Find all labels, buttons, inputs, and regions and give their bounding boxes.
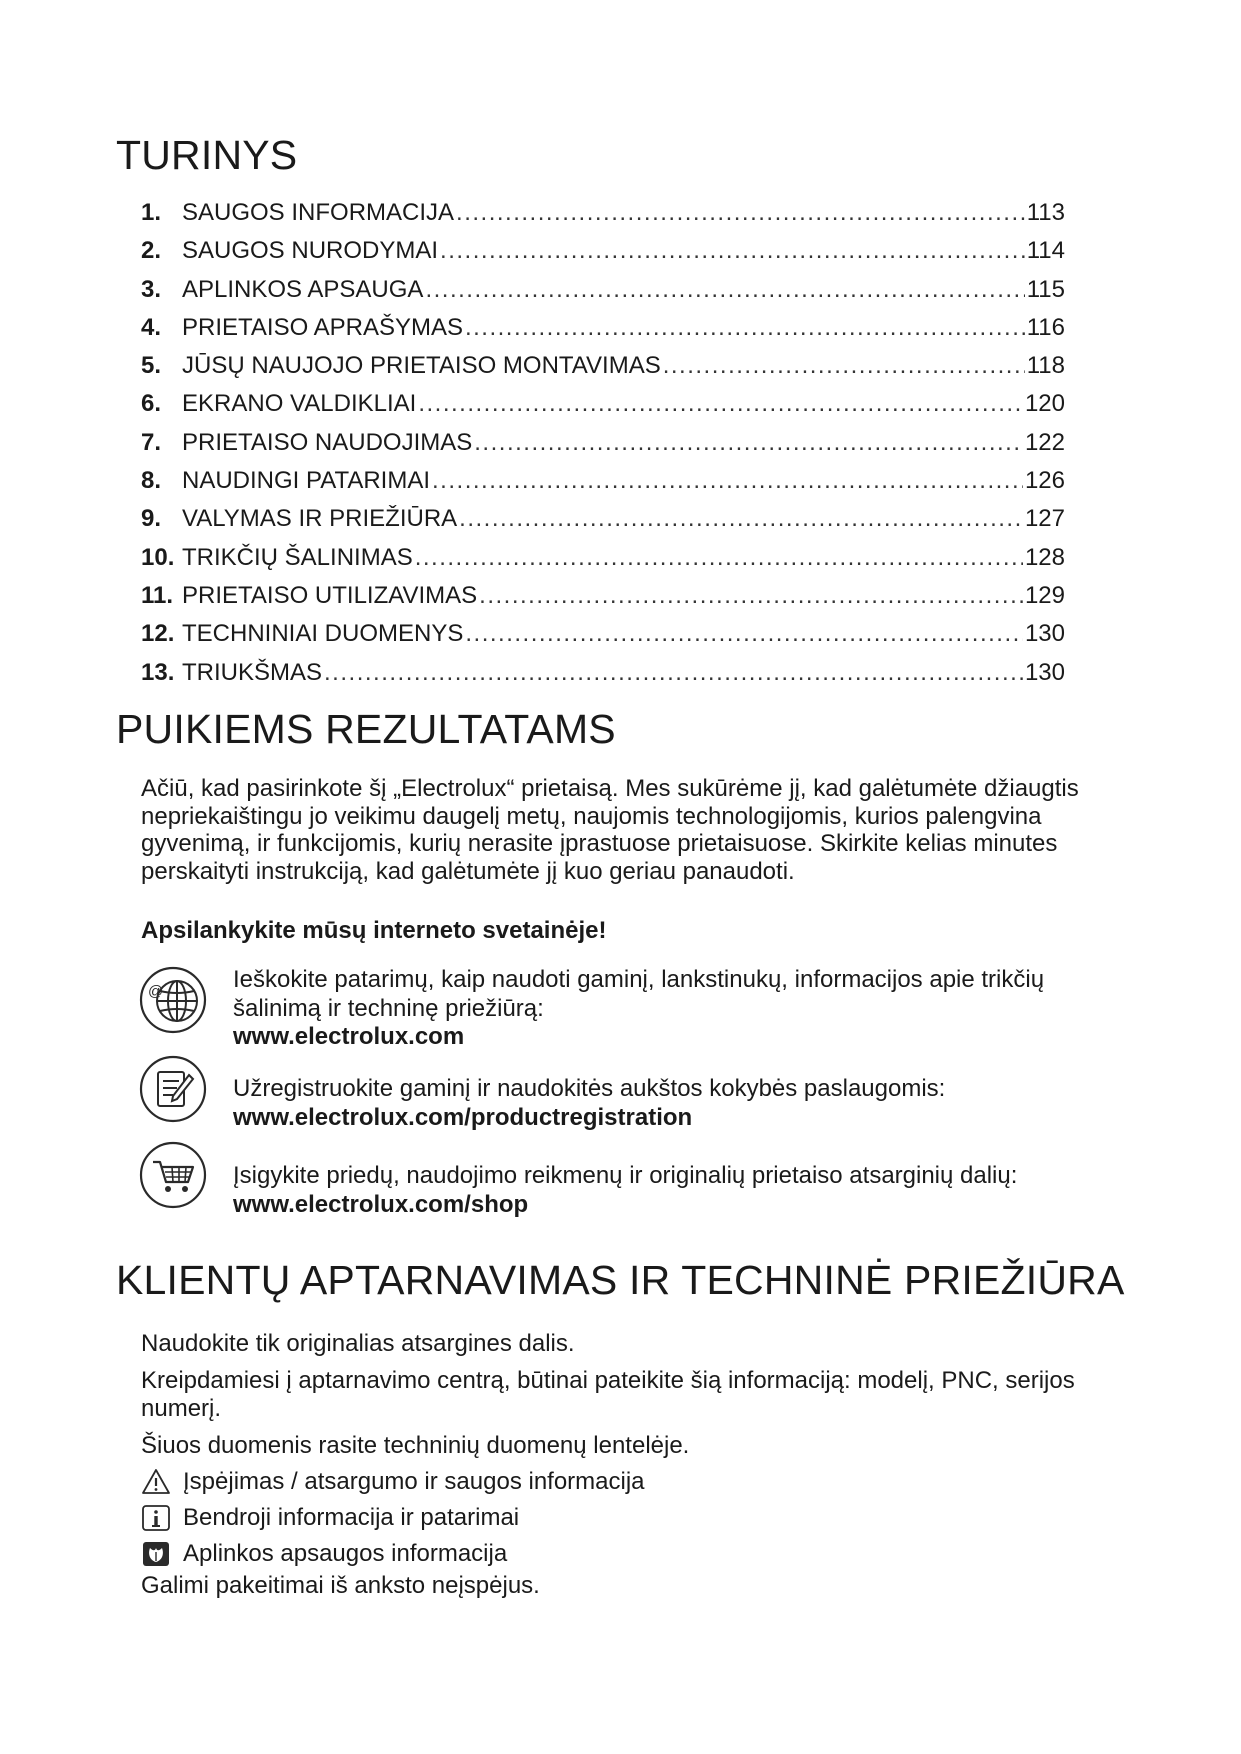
toc-leader-dots	[663, 351, 1025, 381]
results-title: PUIKIEMS REZULTATAMS	[116, 706, 616, 752]
toc-page-number: 126	[1024, 467, 1065, 495]
toc-label: PRIETAISO UTILIZAVIMAS	[182, 581, 478, 609]
toc-leader-dots	[440, 236, 1025, 266]
shop-link[interactable]: www.electrolux.com/shop	[233, 1190, 529, 1218]
toc-leader-dots	[415, 543, 1023, 573]
shopping-cart-icon	[139, 1141, 207, 1209]
toc-leader-dots	[465, 313, 1025, 343]
resource-description: Užregistruokite gaminį ir naudokitės aukštos kokybės paslaugomis:	[233, 1075, 946, 1102]
toc-number: 3.	[141, 275, 162, 303]
resource-text	[233, 966, 1133, 1052]
service-paragraph: Naudokite tik originalias atsargines dalis.	[141, 1330, 575, 1357]
symbol-row-environment	[141, 1536, 1131, 1572]
toc-row[interactable]	[141, 543, 1065, 581]
toc-label: PRIETAISO NAUDOJIMAS	[182, 428, 473, 456]
toc-label: EKRANO VALDIKLIAI	[182, 390, 417, 418]
symbol-label: Įspėjimas / atsargumo ir saugos informacija	[183, 1468, 645, 1495]
toc-number: 9.	[141, 505, 162, 533]
toc-title: TURINYS	[116, 132, 298, 178]
service-paragraph: Šiuos duomenis rasite techninių duomenų lentelėje.	[141, 1432, 690, 1459]
toc-page-number: 120	[1024, 390, 1065, 418]
toc-row[interactable]	[141, 619, 1065, 657]
service-section	[141, 1330, 1131, 1600]
toc-number: 5.	[141, 352, 162, 380]
table-of-contents	[141, 198, 1065, 696]
toc-row[interactable]	[141, 504, 1065, 542]
toc-number: 4.	[141, 313, 162, 341]
resource-text	[233, 1075, 1133, 1132]
disclaimer-text: Galimi pakeitimai iš anksto neįspėjus.	[141, 1572, 540, 1599]
toc-leader-dots	[459, 504, 1023, 534]
toc-row[interactable]	[141, 466, 1065, 504]
toc-page-number: 129	[1024, 581, 1065, 609]
symbol-label: Bendroji informacija ir patarimai	[183, 1504, 520, 1531]
toc-row[interactable]	[141, 275, 1065, 313]
toc-row[interactable]	[141, 581, 1065, 619]
symbol-label: Aplinkos apsaugos informacija	[183, 1540, 508, 1567]
toc-leader-dots	[418, 389, 1023, 419]
toc-label: SAUGOS NURODYMAI	[182, 237, 439, 265]
toc-label: JŪSŲ NAUJOJO PRIETAISO MONTAVIMAS	[182, 352, 661, 380]
toc-number: 2.	[141, 237, 162, 265]
toc-page-number: 130	[1024, 620, 1065, 648]
toc-number: 11.	[141, 581, 174, 609]
toc-page-number: 116	[1026, 313, 1065, 341]
toc-row[interactable]	[141, 236, 1065, 274]
toc-label: TRIUKŠMAS	[182, 658, 323, 686]
toc-number: 7.	[141, 428, 162, 456]
info-icon	[141, 1503, 171, 1533]
toc-number: 6.	[141, 390, 162, 418]
warning-icon	[141, 1467, 171, 1497]
symbol-row-info	[141, 1500, 1131, 1536]
toc-label: APLINKOS APSAUGA	[182, 275, 424, 303]
toc-number: 1.	[141, 199, 162, 226]
toc-leader-dots	[479, 581, 1023, 611]
toc-row[interactable]	[141, 313, 1065, 351]
toc-leader-dots	[432, 466, 1023, 496]
intro-paragraph: Ačiū, kad pasirinkote šį „Electrolux“ prietaisą. Mes sukūrėme jį, kad galėtumėte džiaugtis nepriekaištingu jo veikimu daugelį metų, naujomis technologijomis, kurios palengvina gyvenimą, ir funkcijomis, kurių nerasite įprastuose prietaisuose. Skirkite kelias minutes perskaityti instrukciją, kad galėtumėte jį kuo geriau panaudoti.	[141, 775, 1079, 885]
toc-number: 10.	[141, 543, 175, 571]
registration-icon	[139, 1055, 207, 1123]
toc-page-number: 130	[1024, 658, 1065, 686]
toc-row[interactable]	[141, 428, 1065, 466]
resource-description: Ieškokite patarimų, kaip naudoti gaminį, lankstinukų, informacijos apie trikčių šalinimą ir techninę priežiūrą:	[233, 966, 1045, 1022]
resource-description: Įsigykite priedų, naudojimo reikmenų ir originalių prietaiso atsarginių dalių:	[233, 1162, 1018, 1189]
toc-row[interactable]	[141, 658, 1065, 696]
symbol-row-warning	[141, 1464, 1131, 1500]
toc-page-number: 127	[1024, 505, 1065, 533]
toc-leader-dots	[465, 619, 1023, 649]
visit-website-heading: Apsilankykite mūsų interneto svetainėje!	[141, 917, 607, 944]
toc-leader-dots	[456, 198, 1025, 228]
toc-number: 12.	[141, 620, 175, 648]
registration-link[interactable]: www.electrolux.com/productregistration	[233, 1103, 693, 1131]
toc-leader-dots	[474, 428, 1023, 458]
svg-text:@: @	[148, 983, 164, 1000]
service-title: KLIENTŲ APTARNAVIMAS IR TECHNINĖ PRIEŽIŪRA	[116, 1257, 1125, 1303]
toc-page-number: 113	[1026, 199, 1065, 226]
service-paragraph: Kreipdamiesi į aptarnavimo centrą, būtinai pateikite šią informaciją: modelį, PNC, serijos numerį.	[141, 1367, 1075, 1422]
globe-icon	[139, 966, 207, 1034]
toc-row[interactable]	[141, 198, 1065, 236]
toc-row[interactable]	[141, 351, 1065, 389]
toc-page-number: 128	[1024, 543, 1065, 571]
toc-label: NAUDINGI PATARIMAI	[182, 467, 431, 495]
toc-number: 8.	[141, 467, 162, 495]
toc-leader-dots	[425, 275, 1024, 305]
toc-number: 13.	[141, 658, 175, 686]
toc-row[interactable]	[141, 389, 1065, 427]
toc-label: SAUGOS INFORMACIJA	[182, 199, 455, 226]
toc-page-number: 118	[1026, 352, 1065, 380]
toc-label: TECHNINIAI DUOMENYS	[182, 620, 464, 648]
toc-leader-dots	[324, 658, 1023, 688]
toc-page-number: 122	[1024, 428, 1065, 456]
toc-label: TRIKČIŲ ŠALINIMAS	[182, 543, 413, 571]
toc-label: VALYMAS IR PRIEŽIŪRA	[182, 505, 458, 533]
toc-page-number: 114	[1026, 237, 1065, 265]
toc-label: PRIETAISO APRAŠYMAS	[182, 313, 463, 341]
toc-page-number: 115	[1026, 275, 1065, 303]
website-link[interactable]: www.electrolux.com	[233, 1023, 465, 1050]
environment-icon	[141, 1539, 171, 1569]
resource-text	[233, 1162, 1133, 1219]
